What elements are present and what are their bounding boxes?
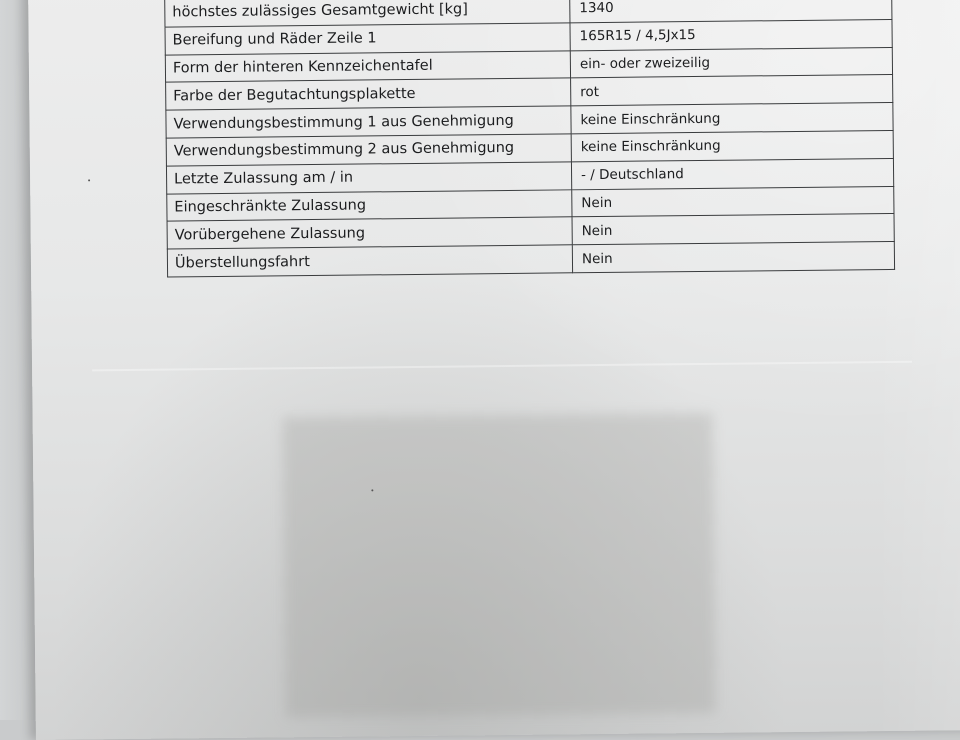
row-label: Bereifung und Räder Zeile 1 (165, 23, 570, 55)
row-value: - / Deutschland (571, 158, 893, 189)
row-value: ein- oder zweizeilig (570, 47, 892, 78)
row-value: keine Einschränkung (571, 130, 893, 161)
row-label: Letzte Zulassung am / in (166, 162, 571, 194)
row-label: Form der hinteren Kennzeichentafel (165, 50, 570, 82)
row-label: Überstellungsfahrt (167, 245, 572, 277)
row-value: Nein (572, 242, 894, 273)
document-page (28, 0, 960, 740)
row-label: Eingeschränkte Zulassung (167, 189, 572, 221)
row-value: 165R15 / 4,5Jx15 (570, 19, 892, 50)
row-value: Nein (572, 186, 894, 217)
row-value: keine Einschränkung (571, 103, 893, 134)
row-value: rot (571, 75, 893, 106)
paper-speck (88, 179, 90, 181)
paper-fold-line (92, 361, 912, 372)
row-label: höchstes zulässiges Gesamtgewicht [kg] (165, 0, 570, 27)
vehicle-data-table (164, 0, 895, 278)
row-value: 1340 (570, 0, 892, 23)
back-page-show-through (283, 413, 716, 717)
row-label: Farbe der Begutachtungsplakette (166, 78, 571, 110)
row-label: Verwendungsbestimmung 1 aus Genehmigung (166, 106, 571, 138)
row-value: Nein (572, 214, 894, 245)
paper-speck (371, 489, 373, 491)
vehicle-data-table-container (164, 0, 895, 278)
row-label: Verwendungsbestimmung 2 aus Genehmigung (166, 134, 571, 166)
row-label: Vorübergehene Zulassung (167, 217, 572, 249)
